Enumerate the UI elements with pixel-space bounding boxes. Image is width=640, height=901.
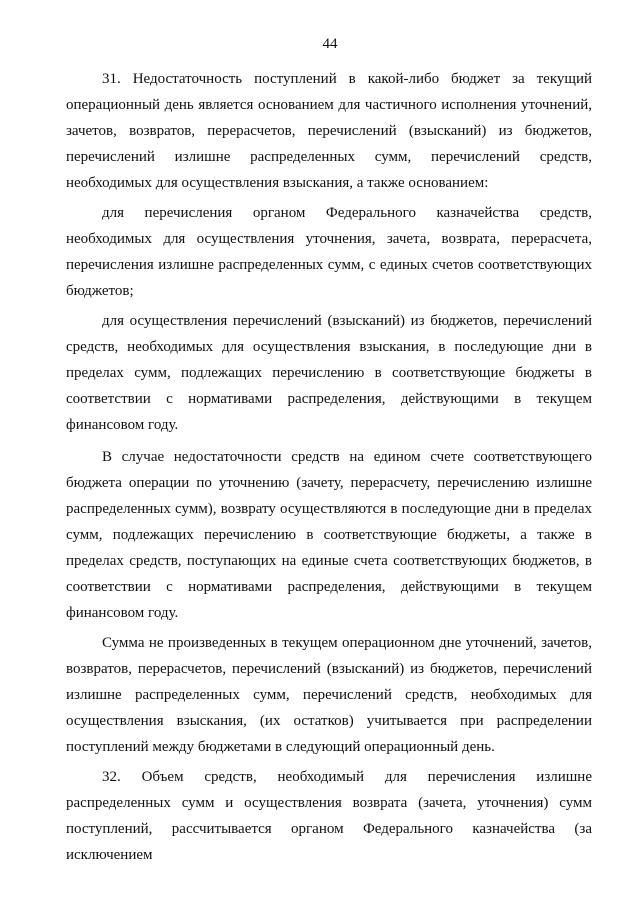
paragraph-32-volume-of-funds: 32. Объем средств, необходимый для перечисления излишне распределенных сумм и осуществления возврата (зачета, уточнения) сумм поступлений, рассчитывается органом Федерального казначейства (за исключением (66, 769, 592, 863)
document-body (66, 66, 592, 868)
paragraph-unperformed-amounts: Сумма не произведенных в текущем операционном дне уточнений, зачетов, возвратов, перерасчетов, перечислений (взысканий) из бюджетов, перечислений излишне распределенных сумм, перечислений средств, необходимых для осуществления взыскания, (их остатков) учитывается при распределении поступлений между бюджетами в следующий операционный день. (66, 635, 592, 755)
paragraph-recovery-in-following-days: для осуществления перечислений (взысканий) из бюджетов, перечислений средств, необходимых для осуществления взыскания, в последующие дни в пределах сумм, подлежащих перечислению в соответствующие бюджеты в соответствии с нормативами распределения, действующими в текущем финансовом году. (66, 313, 592, 433)
page-number: 44 (322, 36, 338, 52)
paragraph-transfer-from-single-accounts: для перечисления органом Федерального казначейства средств, необходимых для осуществления уточнения, зачета, возврата, перерасчета, перечисления излишне распределенных сумм, с единых счетов соответствующих бюджетов; (66, 205, 592, 299)
paragraph-31-intro: 31. Недостаточность поступлений в какой-либо бюджет за текущий операционный день является основанием для частичного исполнения уточнений, зачетов, возвратов, перерасчетов, перечислений (взысканий) из бюджетов, перечислений излишне распределенных сумм, перечислений средств, необходимых для осуществления взыскания, а также основанием: (66, 71, 592, 191)
paragraph-insufficient-funds-case: В случае недостаточности средств на едином счете соответствующего бюджета операции по уточнению (зачету, перерасчету, перечислению излишне распределенных сумм), возврату осуществляются в последующие дни в пределах сумм, подлежащих перечислению в соответствующие бюджеты, а также в пределах средств, поступающих на единые счета соответствующих бюджетов, в соответствии с нормативами распределения, действующими в текущем финансовом году. (66, 449, 592, 621)
